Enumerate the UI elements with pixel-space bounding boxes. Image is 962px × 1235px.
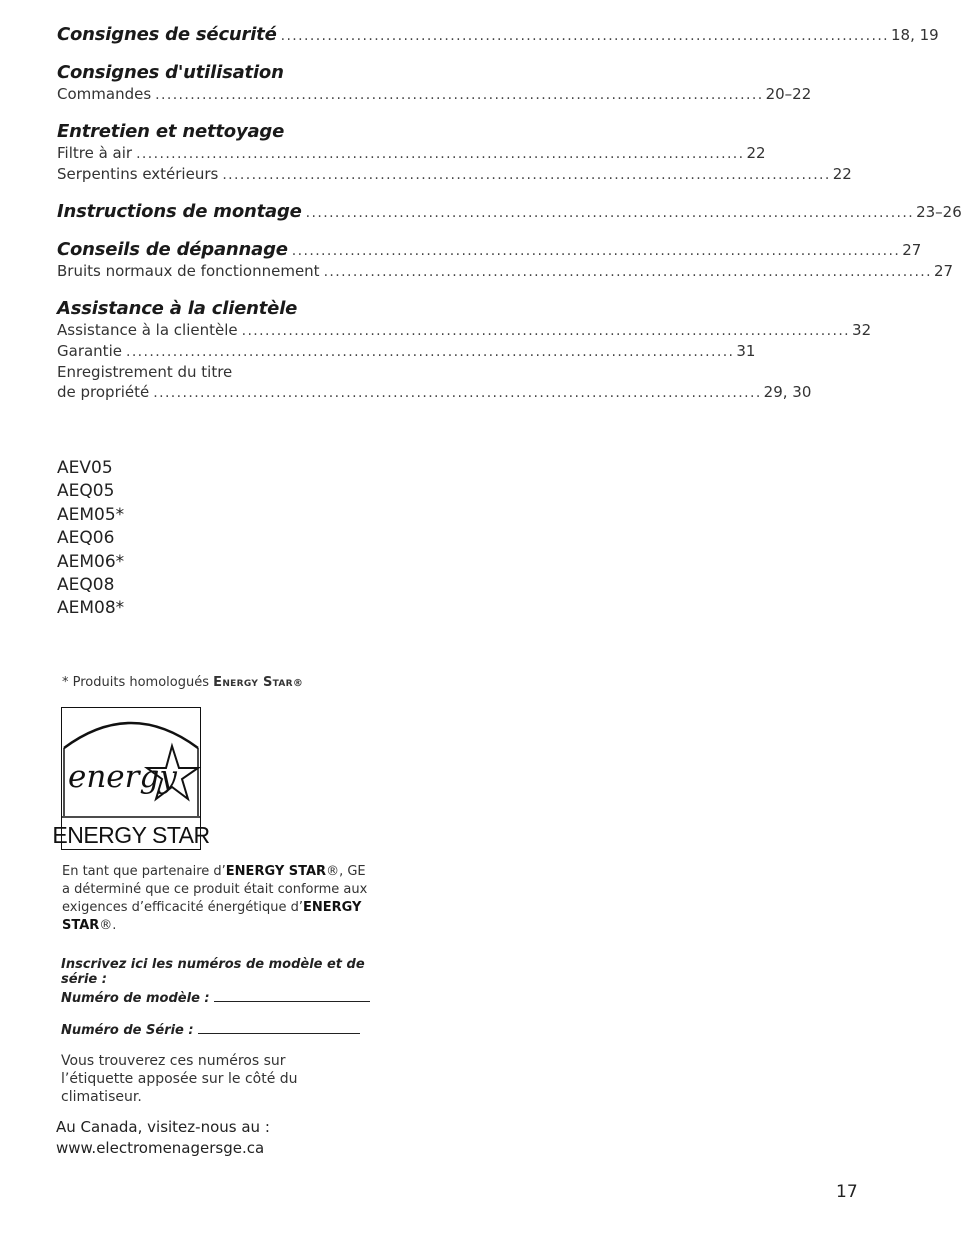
- toc-entry[interactable]: [57, 261, 954, 282]
- toc-label: Filtre à air: [57, 144, 133, 162]
- dot-leader: ........................................................................................................: [125, 344, 735, 360]
- toc-section-care: [57, 121, 852, 185]
- toc-page: 27: [934, 262, 954, 280]
- toc-entry[interactable]: [57, 164, 852, 185]
- dot-leader: ........................................................................................................: [280, 28, 890, 44]
- toc-entry[interactable]: [57, 24, 939, 46]
- energy-star-logo-icon: [52, 708, 210, 849]
- partner-statement: En tant que partenaire d’ENERGY STAR®, GE a déterminé que ce produit était conforme aux exigences d’efficacité énergétique d’ENERGY STAR®.: [62, 864, 368, 933]
- toc-entry[interactable]: [57, 239, 922, 261]
- canada-contact: [56, 1117, 270, 1159]
- record-heading: Inscrivez ici les numéros de modèle et de série :: [61, 957, 365, 987]
- energy-star-smallcaps: Energy Star: [213, 675, 293, 690]
- toc-entry[interactable]: [57, 320, 872, 341]
- toc-page: 22: [832, 165, 852, 183]
- toc-label: Assistance à la clientèle: [57, 321, 238, 339]
- dot-leader: ........................................................................................................: [153, 385, 762, 401]
- website-link[interactable]: www.electromenagersge.ca: [56, 1139, 265, 1157]
- energy-star-footnote: * Produits homologués Energy Star®: [62, 675, 304, 690]
- model-number-field[interactable]: Numéro de modèle :: [61, 989, 391, 1006]
- dot-leader: ........................................................................................................: [323, 264, 932, 280]
- toc-label: Enregistrement du titre: [57, 363, 233, 381]
- toc-section-troubleshooting: [57, 239, 954, 282]
- serial-number-field[interactable]: Numéro de Série :: [61, 1021, 391, 1038]
- toc-page: 32: [852, 321, 872, 339]
- toc-heading: Consignes d'utilisation: [57, 62, 284, 83]
- toc-page: 27: [902, 241, 922, 259]
- energy-star-logo: [52, 707, 210, 850]
- toc-page: 23–26: [916, 203, 962, 221]
- dot-leader: ........................................................................................................: [305, 205, 915, 221]
- model-list: [57, 457, 124, 621]
- toc-section-safety: [57, 24, 939, 46]
- toc-label: Bruits normaux de fonctionnement: [57, 262, 320, 280]
- energy-script: energy: [68, 759, 177, 795]
- model-number: AEV05: [57, 458, 113, 478]
- model-number: AEQ08: [57, 575, 115, 596]
- canada-visit-text: Au Canada, visitez-nous au :: [56, 1118, 270, 1136]
- serial-number-line[interactable]: [198, 1021, 360, 1034]
- dot-leader: ........................................................................................................: [136, 146, 745, 162]
- toc-entry[interactable]: [57, 143, 766, 164]
- toc-label: Serpentins extérieurs: [57, 165, 219, 183]
- toc-label: de propriété: [57, 383, 150, 401]
- dot-leader: ........................................................................................................: [222, 167, 831, 183]
- toc-entry[interactable]: [57, 341, 756, 362]
- toc-heading: Entretien et nettoyage: [57, 121, 285, 142]
- dot-leader: ........................................................................................................: [155, 87, 764, 103]
- model-number: AEM08*: [57, 598, 125, 619]
- model-number: AEM05*: [57, 504, 125, 525]
- toc-page: 18, 19: [891, 26, 939, 44]
- toc-entry[interactable]: [57, 382, 812, 403]
- toc-label: Commandes: [57, 85, 152, 103]
- model-number-line[interactable]: [214, 989, 370, 1002]
- toc-page: 20–22: [765, 85, 812, 103]
- toc-label: Garantie: [57, 342, 122, 360]
- toc-page: 22: [746, 144, 766, 162]
- toc-entry[interactable]: [57, 84, 812, 105]
- model-number: AEQ06: [57, 528, 115, 549]
- toc-heading: Instructions de montage: [57, 201, 302, 222]
- toc-page: 29, 30: [763, 383, 812, 401]
- toc-heading: Consignes de sécurité: [57, 24, 277, 45]
- label-location-note: Vous trouverez ces numéros sur l’étiquette apposée sur le côté du climatiseur.: [61, 1053, 298, 1105]
- dot-leader: ........................................................................................................: [241, 323, 851, 339]
- toc-section-operating: [57, 62, 812, 105]
- toc-section-installation: [57, 201, 962, 223]
- toc-entry[interactable]: [57, 201, 962, 223]
- model-number: AEM06*: [57, 551, 125, 572]
- energy-star-caption: ENERGY STAR: [52, 822, 210, 848]
- table-of-contents: [57, 24, 962, 419]
- toc-section-customer-service: [57, 298, 872, 403]
- model-number: AEQ05: [57, 481, 115, 502]
- dot-leader: ........................................................................................................: [291, 243, 901, 259]
- toc-heading: Conseils de dépannage: [57, 239, 288, 260]
- toc-heading: Assistance à la clientèle: [57, 298, 298, 319]
- toc-page: 31: [736, 342, 756, 360]
- page-number: 17: [836, 1182, 858, 1202]
